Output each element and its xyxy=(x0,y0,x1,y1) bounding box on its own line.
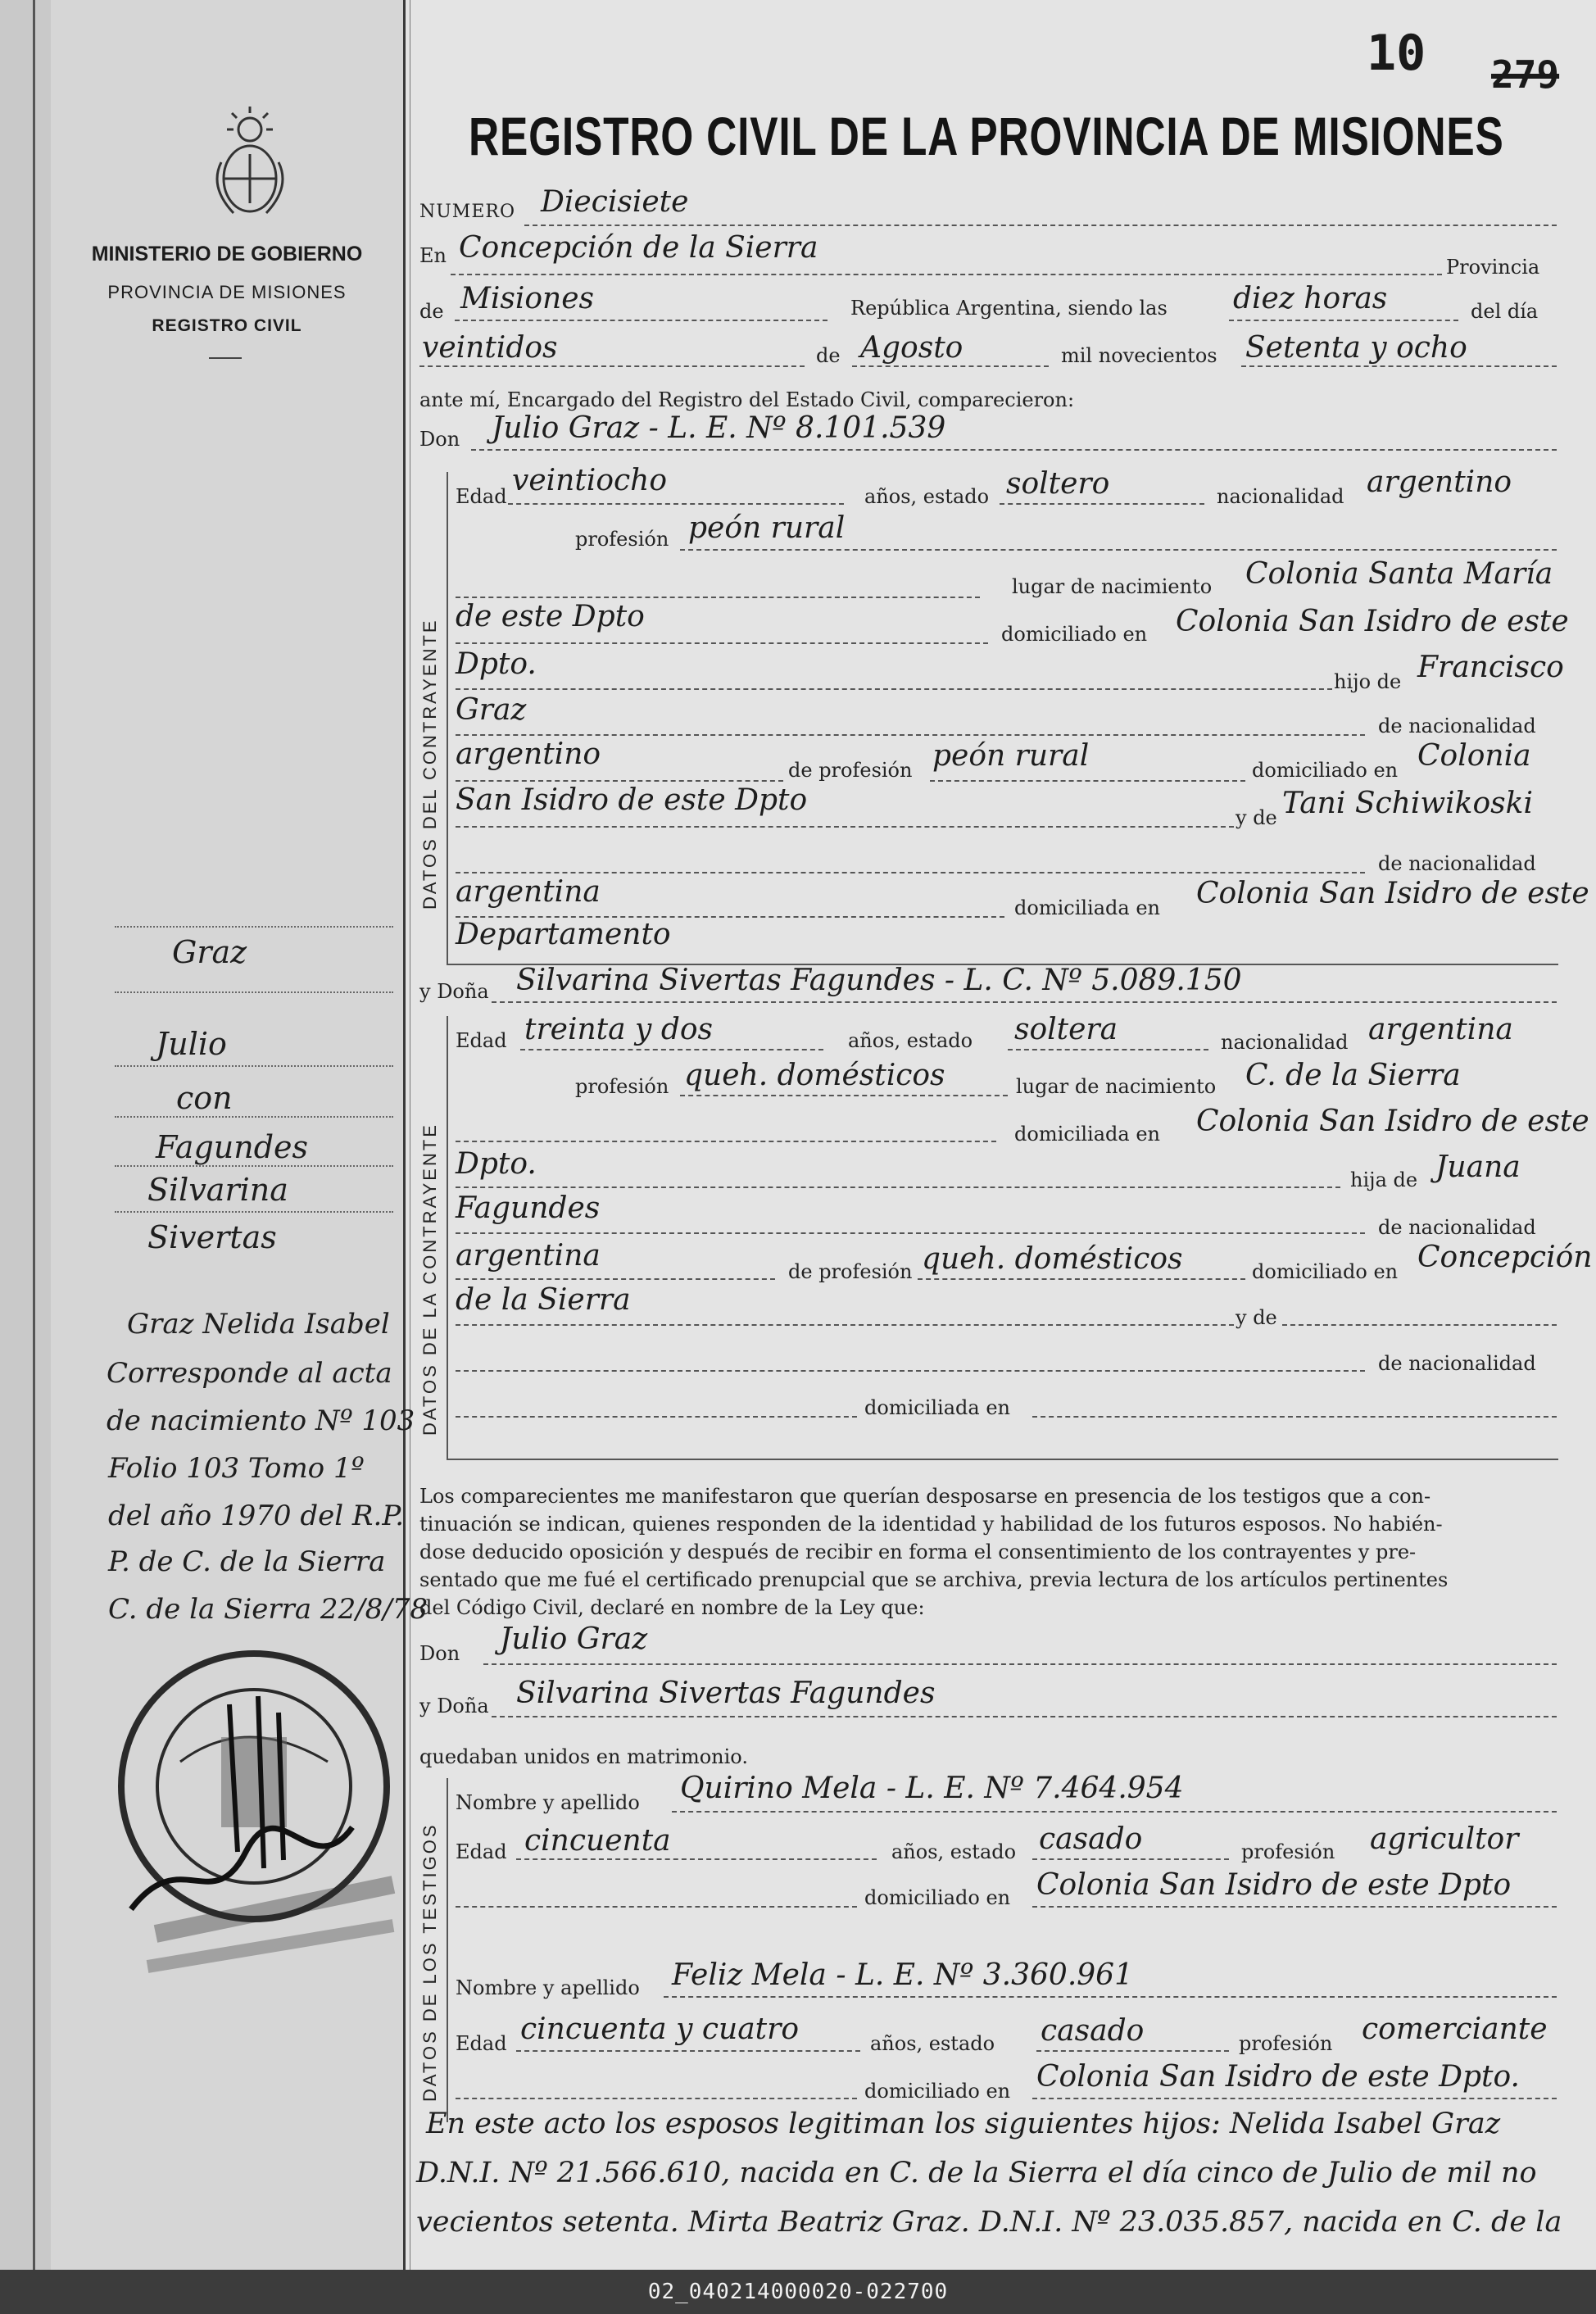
form-rule xyxy=(516,1858,877,1860)
contrayente-f-nacionalidad-value: argentina xyxy=(1368,1013,1513,1046)
ante-text: ante mí, Encargado del Registro del Estado Civil, comparecieron: xyxy=(419,388,1075,411)
form-rule xyxy=(1229,320,1458,321)
contrayente-estado-value: soltero xyxy=(1006,467,1110,501)
testigo1-nombre-label: Nombre y apellido xyxy=(456,1791,640,1814)
provincia-value: Misiones xyxy=(460,282,595,315)
contrayente-profesion-value: peón rural xyxy=(688,511,846,545)
testigo1-profesion-value: agricultor xyxy=(1370,1822,1519,1856)
contrayente-f-padre-value-cont: Fagundes xyxy=(456,1191,601,1225)
form-rule xyxy=(456,642,988,644)
official-seal-stamp xyxy=(82,1639,410,1983)
padre-domicilio-value-cont: San Isidro de este Dpto xyxy=(456,783,808,817)
anios-estado-label: años, estado xyxy=(864,485,990,508)
republica-text: República Argentina, siendo las xyxy=(850,297,1168,320)
contrayente-lugar-nacimiento-value: Colonia Santa María xyxy=(1245,557,1553,591)
form-rule xyxy=(455,320,827,321)
madre-nombre-value: Tani Schiwikoski xyxy=(1282,787,1533,820)
declaration-line-5: del Código Civil, declaré en nombre de la Ley que: xyxy=(419,1596,925,1619)
mil-novecientos-label: mil novecientos xyxy=(1061,344,1217,367)
form-rule xyxy=(456,1278,775,1280)
form-rule xyxy=(456,826,1234,828)
numero-value: Diecisiete xyxy=(541,185,689,219)
legitimation-line-1: En este acto los esposos legitiman los siguientes hijos: Nelida Isabel Graz xyxy=(426,2108,1501,2140)
contrayente-f-section-label: DATOS DE LA CONTRAYENTE xyxy=(419,1123,440,1436)
form-rule xyxy=(456,872,1365,873)
form-rule xyxy=(680,549,1557,551)
struck-folio-number: 279 xyxy=(1491,52,1560,97)
margin-annotation-4: Folio 103 Tomo 1º xyxy=(108,1452,365,1485)
testigo2-edad-label: Edad xyxy=(456,2032,507,2055)
form-rule xyxy=(1032,1416,1557,1418)
testigo1-estado-value: casado xyxy=(1039,1822,1143,1856)
hija-de-label: hija de xyxy=(1350,1168,1418,1191)
final-dona-value: Silvarina Sivertas Fagundes xyxy=(516,1677,936,1710)
form-rule xyxy=(852,365,1049,367)
form-rule xyxy=(451,274,1442,275)
testigo1-edad-value: cincuenta xyxy=(524,1824,671,1858)
dona-value: Silvarina Sivertas Fagundes - L. C. Nº 5.089.150 xyxy=(516,964,1242,997)
form-rule xyxy=(672,1811,1557,1813)
declaration-line-1: Los comparecientes me manifestaron que querían desposarse en presencia de los testigos que a con- xyxy=(419,1485,1431,1508)
testigo2-nombre-label: Nombre y apellido xyxy=(456,1976,640,1999)
form-rule xyxy=(1032,2098,1557,2099)
margin-rule xyxy=(115,1165,393,1167)
contrayente-f-madre-nacionalidad-label: de nacionalidad xyxy=(1378,1352,1536,1375)
testigo2-anios-label: años, estado xyxy=(870,2032,995,2055)
margin-rule xyxy=(115,991,393,993)
don-value: Julio Graz - L. E. Nº 8.101.539 xyxy=(492,411,946,445)
contrayente-f-domicilio-value-cont: Dpto. xyxy=(456,1147,537,1181)
margin-annotation-7: C. de la Sierra 22/8/78 xyxy=(108,1593,428,1626)
form-rule xyxy=(456,688,1332,690)
testigo2-domicilio-value: Colonia San Isidro de este Dpto. xyxy=(1036,2060,1520,2094)
margin-name-3: con xyxy=(176,1080,233,1116)
madre-nacionalidad-label: de nacionalidad xyxy=(1378,852,1536,875)
nacionalidad-label: nacionalidad xyxy=(1217,485,1344,508)
testigo2-nombre-value: Feliz Mela - L. E. Nº 3.360.961 xyxy=(672,1958,1133,1992)
form-rule xyxy=(456,1186,1340,1188)
del-dia-label: del día xyxy=(1471,300,1539,323)
form-rule xyxy=(456,734,1365,736)
edad-label-2: Edad xyxy=(456,1029,507,1052)
coat-of-arms-icon xyxy=(205,105,295,220)
office-name: REGISTRO CIVIL xyxy=(152,316,302,335)
final-don-value: Julio Graz xyxy=(500,1622,648,1656)
lugar-acta-value: Concepción de la Sierra xyxy=(459,231,818,265)
contrayente-f-padre-nacionalidad-value: argentina xyxy=(456,1239,601,1273)
testigo2-profesion-value: comerciante xyxy=(1362,2012,1548,2046)
contrayente-f-padre-domicilio-value: Concepción xyxy=(1417,1241,1593,1274)
margin-name-1: Graz xyxy=(172,934,247,970)
hijo-de-label: hijo de xyxy=(1334,670,1402,693)
legitimation-line-3: vecientos setenta. Mirta Beatriz Graz. D.N.I. Nº 23.035.857, nacida en C. de la xyxy=(416,2206,1562,2239)
margin-annotation-3: de nacimiento Nº 103 xyxy=(107,1404,415,1437)
form-rule xyxy=(456,1906,857,1908)
legitimation-line-2: D.N.I. Nº 21.566.610, nacida en C. de la Sierra el día cinco de Julio de mil no xyxy=(416,2157,1537,2189)
profesion-label: profesión xyxy=(575,528,669,551)
nacionalidad-label-2: nacionalidad xyxy=(1221,1031,1349,1054)
margin-name-2: Julio xyxy=(156,1026,227,1062)
contrayente-f-padre-nacionalidad-label: de nacionalidad xyxy=(1378,1216,1536,1239)
padre-nombre-value: Francisco xyxy=(1417,651,1564,684)
contrayente-f-padre-domicilio-value-cont: de la Sierra xyxy=(456,1283,631,1317)
contrayente-f-estado-value: soltera xyxy=(1014,1013,1118,1046)
testigo2-estado-value: casado xyxy=(1041,2014,1145,2048)
padre-profesion-label: de profesión xyxy=(788,759,913,782)
contrayente-f-padre-value: Juana xyxy=(1435,1150,1521,1184)
form-rule xyxy=(664,1996,1557,1998)
form-rule xyxy=(456,597,980,598)
contrayente-f-padre-profesion-value: queh. domésticos xyxy=(922,1242,1183,1276)
provincia-label: Provincia xyxy=(1446,256,1540,279)
form-rule xyxy=(483,1663,1557,1665)
form-rule xyxy=(456,1324,1234,1326)
contrayente-f-padre-domiciliado-label: domiciliado en xyxy=(1252,1260,1399,1283)
form-rule xyxy=(1008,1049,1208,1050)
edad-label: Edad xyxy=(456,485,507,508)
lugar-nacimiento-label: lugar de nacimiento xyxy=(1012,575,1213,598)
contrayente-f-padre-profesion-label: de profesión xyxy=(788,1260,913,1283)
form-rule xyxy=(918,1278,1245,1280)
de-mes-label: de xyxy=(816,344,841,367)
contrayente-section-label: DATOS DEL CONTRAYENTE xyxy=(419,618,440,910)
testigo1-anios-label: años, estado xyxy=(891,1840,1017,1863)
form-rule xyxy=(456,1141,996,1142)
margin-rule xyxy=(115,1211,393,1213)
en-label: En xyxy=(419,244,447,267)
madre-nacionalidad-value: argentina xyxy=(456,875,601,909)
testigo2-edad-value: cincuenta y cuatro xyxy=(520,2012,800,2046)
form-rule xyxy=(419,365,805,367)
form-rule xyxy=(456,780,783,782)
form-rule xyxy=(456,1232,1365,1234)
final-dona-label: y Doña xyxy=(419,1695,489,1717)
contrayente-f-madre-domiciliada-label: domiciliada en xyxy=(864,1396,1010,1419)
margin-annotation-6: P. de C. de la Sierra xyxy=(108,1545,386,1578)
testigo1-domicilio-value: Colonia San Isidro de este Dpto xyxy=(1036,1868,1512,1902)
contrayente-lugar-nacimiento-value-cont: de este Dpto xyxy=(456,600,645,633)
form-rule xyxy=(1036,2050,1229,2052)
testigo1-profesion-label: profesión xyxy=(1241,1840,1335,1863)
form-rule xyxy=(471,449,1557,451)
lugar-nacimiento-label-2: lugar de nacimiento xyxy=(1016,1075,1217,1098)
form-rule xyxy=(456,1416,857,1418)
declaration-line-4: sentado que me fué el certificado prenupcial que se archiva, previa lectura de los artículos pertinentes xyxy=(419,1568,1449,1591)
margin-rule xyxy=(115,926,393,928)
y-de-label: y de xyxy=(1236,806,1277,829)
padre-nombre-value-cont: Graz xyxy=(456,693,527,727)
province-name: PROVINCIA DE MISIONES xyxy=(107,282,347,302)
contrayente-domicilio-value: Colonia San Isidro de este xyxy=(1176,605,1569,638)
final-don-label: Don xyxy=(419,1642,460,1665)
dona-label: y Doña xyxy=(419,980,489,1003)
margin-name-5: Silvarina xyxy=(147,1172,288,1208)
letterhead-dash xyxy=(209,357,242,359)
anios-estado-label-2: años, estado xyxy=(848,1029,973,1052)
testigo1-edad-label: Edad xyxy=(456,1840,507,1863)
contrayente-domicilio-value-cont: Dpto. xyxy=(456,647,537,681)
dia-value: veintidos xyxy=(422,331,558,365)
form-rule xyxy=(456,1370,1365,1372)
contrayente-f-lugar-nacimiento-value: C. de la Sierra xyxy=(1245,1059,1461,1092)
madre-domiciliada-label: domiciliada en xyxy=(1014,896,1160,919)
madre-domicilio-value-cont: Departamento xyxy=(456,918,671,951)
padre-nacionalidad-label: de nacionalidad xyxy=(1378,715,1536,737)
mes-value: Agosto xyxy=(860,331,963,365)
form-rule xyxy=(492,1001,1557,1003)
declaration-line-3: dose deducido oposición y después de recibir en forma el consentimiento de los contrayentes y pre- xyxy=(419,1540,1417,1563)
form-rule xyxy=(1241,365,1557,367)
unidos-text: quedaban unidos en matrimonio. xyxy=(419,1745,748,1768)
profesion-label-2: profesión xyxy=(575,1075,669,1098)
testigo1-nombre-value: Quirino Mela - L. E. Nº 7.464.954 xyxy=(680,1772,1184,1805)
form-rule xyxy=(1032,1858,1229,1860)
declaration-line-2: tinuación se indican, quienes responden de la identidad y habilidad de los futuros esposos. No habién- xyxy=(419,1513,1443,1536)
image-id-footer: 02_040214000020-022700 xyxy=(0,2270,1596,2314)
margin-rule xyxy=(115,1065,393,1067)
form-rule xyxy=(456,2098,857,2099)
de-label: de xyxy=(419,300,444,323)
domiciliada-label-2: domiciliada en xyxy=(1014,1123,1160,1146)
margin-name-4: Fagundes xyxy=(156,1129,309,1165)
margin-annotation-2: Corresponde al acta xyxy=(107,1357,392,1390)
binding-edge xyxy=(0,0,51,2270)
form-rule xyxy=(1282,1324,1557,1326)
anio-value: Setenta y ocho xyxy=(1245,331,1467,365)
contrayente-f-y-de-label: y de xyxy=(1236,1306,1277,1329)
form-rule xyxy=(524,225,1557,226)
form-rule xyxy=(1032,1906,1557,1908)
hora-value: diez horas xyxy=(1233,282,1388,315)
contrayente-f-profesion-value: queh. domésticos xyxy=(684,1059,945,1092)
padre-domiciliado-label: domiciliado en xyxy=(1252,759,1399,782)
testigo2-profesion-label: profesión xyxy=(1239,2032,1333,2055)
margin-annotation-1: Graz Nelida Isabel xyxy=(127,1308,390,1341)
domiciliado-label: domiciliado en xyxy=(1001,623,1148,646)
testigo2-domiciliado-label: domiciliado en xyxy=(864,2080,1011,2103)
testigo1-domiciliado-label: domiciliado en xyxy=(864,1886,1011,1909)
margin-rule xyxy=(115,1116,393,1118)
form-rule xyxy=(508,503,844,505)
form-rule xyxy=(520,1049,823,1050)
contrayente-f-edad-value: treinta y dos xyxy=(524,1013,714,1046)
contrayente-edad-value: veintiocho xyxy=(512,464,668,497)
madre-domicilio-value: Colonia San Isidro de este xyxy=(1196,877,1589,910)
form-rule xyxy=(492,1716,1557,1717)
padre-profesion-value: peón rural xyxy=(932,739,1090,773)
form-rule xyxy=(930,780,1245,782)
page-title: REGISTRO CIVIL DE LA PROVINCIA DE MISIONES xyxy=(469,106,1504,166)
padre-nacionalidad-value: argentino xyxy=(456,737,601,771)
form-rule xyxy=(516,2050,860,2052)
margin-name-6: Sivertas xyxy=(147,1219,277,1255)
ministry-name: MINISTERIO DE GOBIERNO xyxy=(91,243,363,265)
numero-label: NUMERO xyxy=(419,202,515,222)
sheet-number: 10 xyxy=(1367,25,1426,82)
margin-annotation-5: del año 1970 del R.P. xyxy=(108,1500,405,1532)
testigos-section-label: DATOS DE LOS TESTIGOS xyxy=(419,1822,440,2102)
padre-domicilio-value: Colonia xyxy=(1417,739,1531,773)
don-label: Don xyxy=(419,428,460,451)
form-rule xyxy=(1000,503,1204,505)
contrayente-f-domicilio-value: Colonia San Isidro de este xyxy=(1196,1105,1589,1138)
contrayente-nacionalidad-value: argentino xyxy=(1367,465,1512,499)
form-rule xyxy=(680,1095,1008,1096)
